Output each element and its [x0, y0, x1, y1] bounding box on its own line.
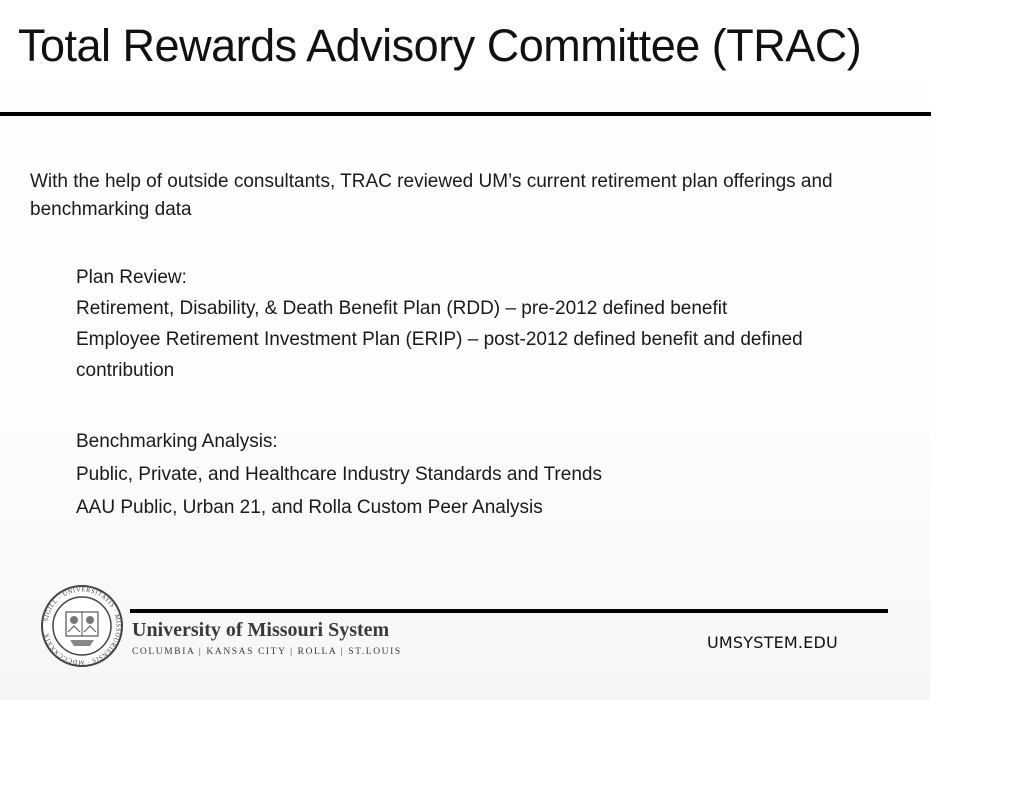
benchmarking-item-industry: Public, Private, and Healthcare Industry Standards and Trends [76, 464, 602, 485]
footer-divider [130, 609, 888, 613]
title-divider [0, 112, 931, 116]
svg-text:SIGILL · UNIVERSITATIS · MISSO: SIGILL · UNIVERSITATIS · MISSOURIENSIS · MDCCCXXXIX [42, 586, 122, 666]
university-seal-logo [40, 584, 124, 668]
benchmarking-section [76, 425, 876, 524]
benchmarking-heading: Benchmarking Analysis: [76, 431, 278, 452]
slide-title: Total Rewards Advisory Committee (TRAC) [18, 20, 862, 71]
plan-review-item-erip: Employee Retirement Investment Plan (ERIP) – post-2012 defined benefit and defined contribution [76, 329, 803, 381]
website-link[interactable]: UMSYSTEM.EDU [707, 633, 838, 652]
campus-list: COLUMBIA | KANSAS CITY | ROLLA | ST.LOUIS [132, 647, 402, 657]
plan-review-section [76, 262, 876, 386]
intro-paragraph: With the help of outside consultants, TRAC reviewed UM’s current retirement plan offerings and benchmarking data [30, 171, 833, 220]
university-name: University of Missouri System [132, 619, 390, 641]
benchmarking-item-peers: AAU Public, Urban 21, and Rolla Custom Peer Analysis [76, 497, 543, 518]
plan-review-item-rdd: Retirement, Disability, & Death Benefit Plan (RDD) – pre-2012 defined benefit [76, 298, 728, 319]
plan-review-heading: Plan Review: [76, 267, 187, 288]
